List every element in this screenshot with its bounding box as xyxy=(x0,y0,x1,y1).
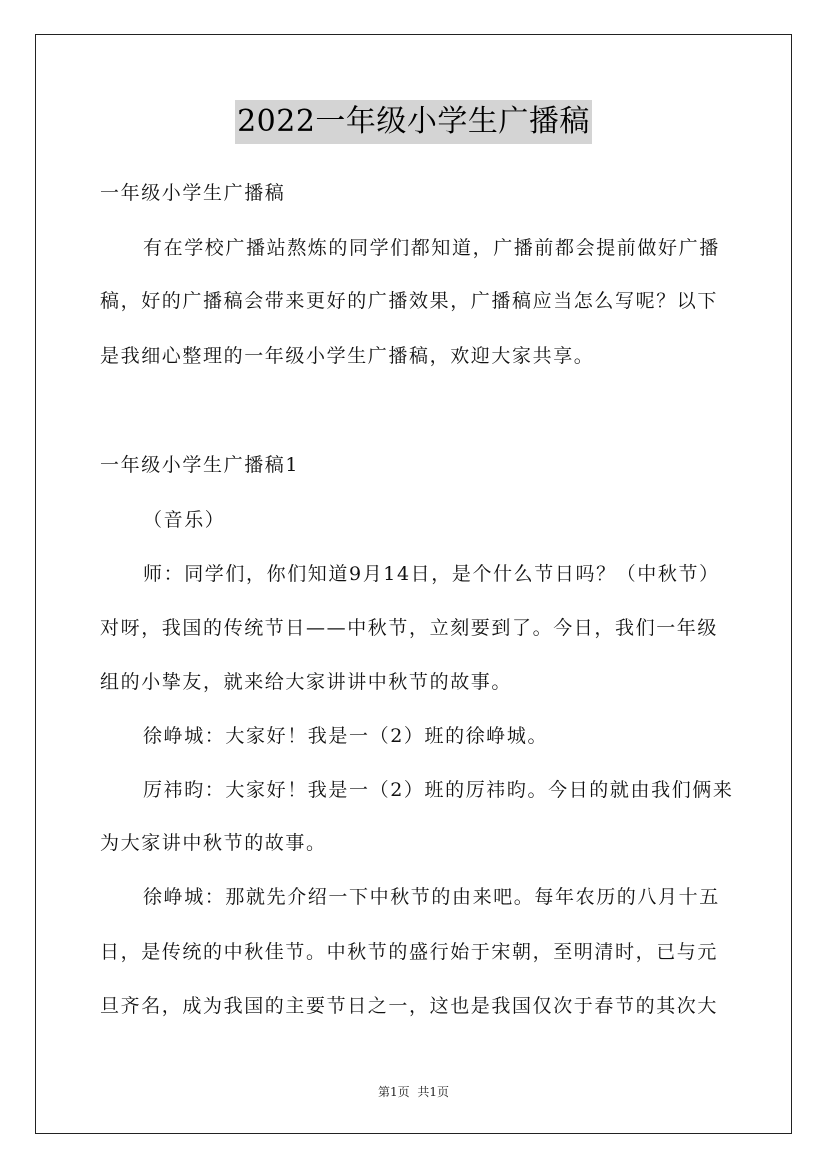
paragraph-line: 厉祎昀：大家好！我是一（2）班的厉祎昀。今日的就由我们俩来 xyxy=(143,779,734,801)
title-container xyxy=(0,100,827,144)
document-title: 2022一年级小学生广播稿 xyxy=(235,100,592,144)
page-number: 第1页 xyxy=(378,1085,410,1099)
paragraph-line: （音乐） xyxy=(143,509,226,531)
paragraph-line: 组的小挚友，就来给大家讲讲中秋节的故事。 xyxy=(100,671,513,693)
paragraph-line: 日，是传统的中秋佳节。中秋节的盛行始于宋朝，至明清时，已与元 xyxy=(100,941,719,963)
paragraph-line: 是我细心整理的一年级小学生广播稿，欢迎大家共享。 xyxy=(100,345,595,367)
total-pages: 共1页 xyxy=(417,1085,449,1099)
section-heading: 一年级小学生广播稿 xyxy=(100,182,286,204)
paragraph-line: 徐峥城：那就先介绍一下中秋节的由来吧。每年农历的八月十五 xyxy=(143,886,720,908)
paragraph-line: 为大家讲中秋节的故事。 xyxy=(100,832,327,854)
paragraph-line: 有在学校广播站熬炼的同学们都知道，广播前都会提前做好广播 xyxy=(143,237,720,259)
paragraph-line: 旦齐名，成为我国的主要节日之一，这也是我国仅次于春节的其次大 xyxy=(100,995,719,1017)
paragraph-line: 徐峥城：大家好！我是一（2）班的徐峥城。 xyxy=(143,725,549,747)
paragraph-line: 稿，好的广播稿会带来更好的广播效果，广播稿应当怎么写呢？以下 xyxy=(100,290,719,312)
paragraph-line: 对呀，我国的传统节日——中秋节，立刻要到了。今日，我们一年级 xyxy=(100,617,719,639)
page-footer xyxy=(0,1084,827,1100)
paragraph-line: 师：同学们，你们知道9月14日，是个什么节日吗？（中秋节） xyxy=(143,563,720,585)
section-heading: 一年级小学生广播稿1 xyxy=(100,454,300,476)
